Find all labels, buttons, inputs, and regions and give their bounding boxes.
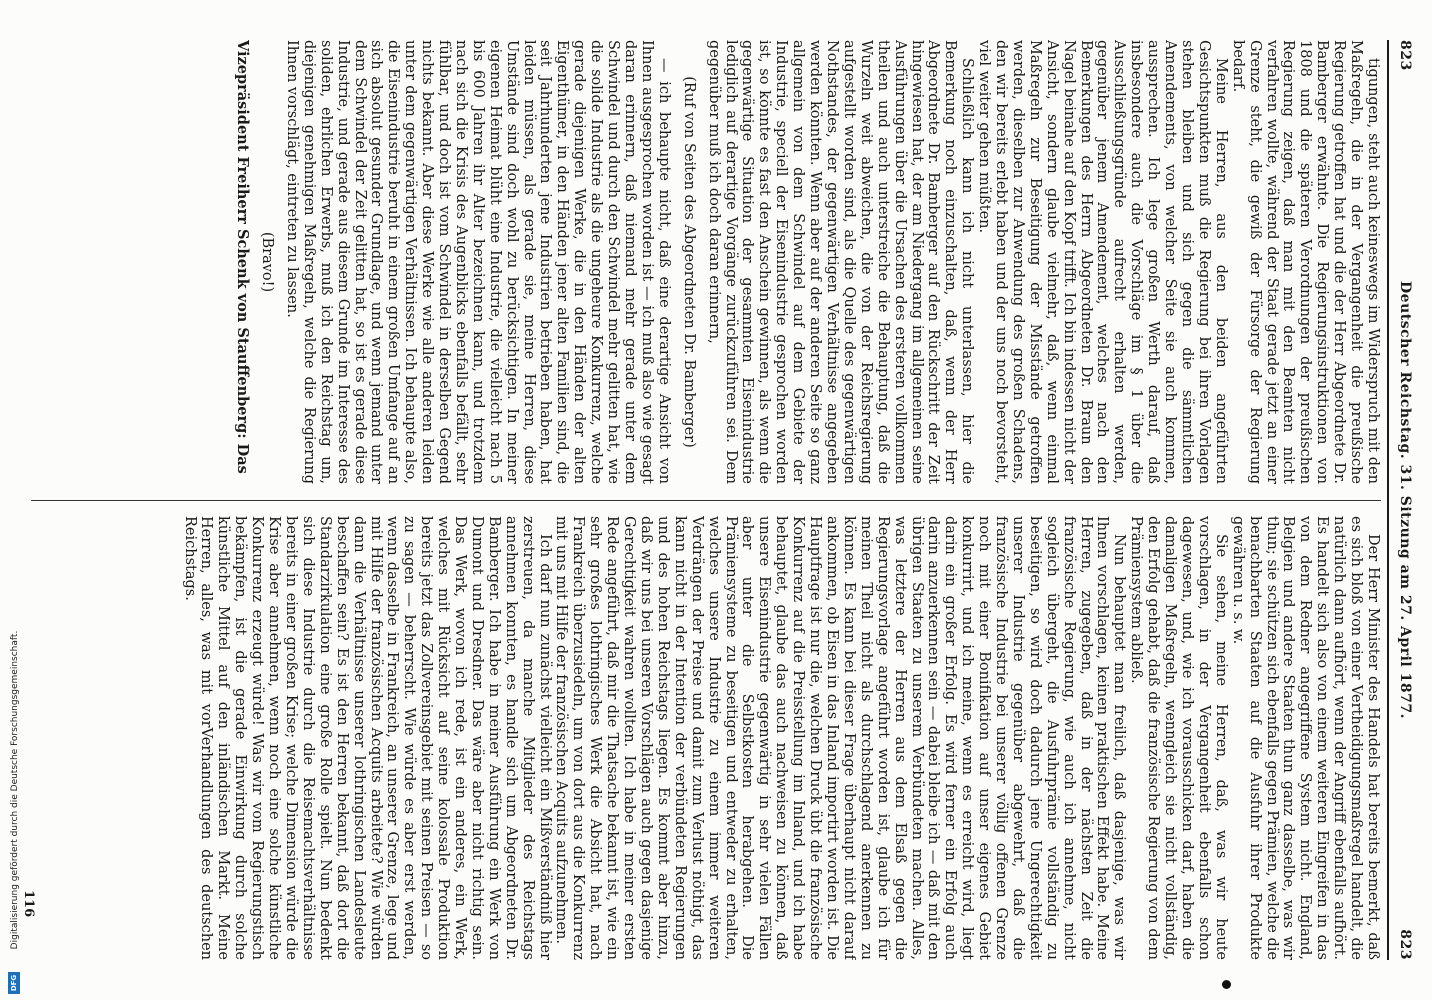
dfg-badge-icon: [8, 972, 20, 994]
right-column: [31, 516, 1381, 960]
paragraph: Meine Herren, aus den beiden angeführten Gesichtspunkten muß die Regierung bei ihren Vorlagen stehen bleiben und sich gegen die sämmtlichen Amendements, von welcher Seite sie auch kommen, aussprechen. Ich lege großen Werth darauf, daß insbesondere auch die Vorschläge im § 1 über die Ausschließungsgründe aufrecht erhalten werden, gegenüber jenem Amendement, welches nach den Bemerkungen des Herrn Abgeordneten Dr. Braun den Nagel beinahe auf den Kopf trifft. Ich bin indessen nicht der Ansicht, sondern glaube vielmehr, daß, wenn einmal Maßregeln zur Beseitigung der Misstände getroffen werden, dieselben zur Anwendung des großen Schadens, den wir bereits erlebt haben und der uns noch bevorsteht, viel weiter gehen müßten.: [976, 40, 1229, 484]
header-rule: [1387, 40, 1389, 960]
interjection: (Ruf von Seiten des Abgeordneten Dr. Bamberger): [680, 76, 697, 448]
page-number-left: 823: [1397, 40, 1413, 71]
applause-note: (Bravo!): [259, 231, 275, 293]
rotated-page-content: [11, 20, 1421, 980]
column-divider: [31, 500, 1381, 501]
paragraph: Nun behauptet man freilich, daß dasjenige, was wir Ihnen vorschlagen, keinen praktischen Effekt habe. Meine Herren, zugegeben, daß in der nächsten Zeit die französische Regierung, wie auch ich annehme, nicht sogleich übergeht, die Ausfuhrprämie vollständig zu beseitigen, so wird doch dadurch jene Ungerechtigkeit unserer Industrie gegenüber abgewehrt, daß die französische Industrie bei unserer völlig offenen Grenze noch mit einer Bonifikation auf unser eigenes Gebiet konkurrirt, und ich meine, wenn es erreicht wird, liegt darin ein großer Erfolg. Es wird ferner ein Erfolg auch darin anzuerkennen sein — dabei bleibe ich — daß mit den übrigen Staaten zu unserem Verbündeten machen. Alles, was letztere der Herren aus dem Elsaß gegen die Regierungsvorlage angeführt worden ist, glaube ich für meinen Theil nicht als durchschlagend anerkennen zu können. Es kann bei dieser Frage überhaupt nicht darauf ankommen, ob Eisen in das Inland importirt worden ist. Die Hauptfrage ist nur die, welchen Druck übt die französische Konkurrenz auf die Preisstellung im Inland, und ich habe behauptet, glaube das auch nachweisen zu können, daß unsere Eisenindustrie gegenwärtig in sehr vielen Fällen aber unter die Selbstkosten herabgehen. Die Prämiensysteme zu beseitigen und entweder zu erhalten, welches unsere Industrie zu einem immer weiteren Verdrängen der Preise und damit zum Verlust nöthigt, das kann nicht in der Intention der verbündeten Regierungen und des hohen Reichstags liegen. Es kommt aber hinzu, daß wir uns bei unseren Vorschlägen auch gegen dasjenige Gerechtigkeit wahren wollten. Ich habe in meiner ersten Rede angeführt, daß mir die Thatsache bekannt ist, wie ein sehr großes lothringisches Werk die Absicht hat, nach Frankreich überzusiedeln, um von dort aus die Konkurrenz mit uns mit Hilfe der französischen Acquits aufzunehmen.: [553, 516, 1128, 960]
dfg-badge-label: DFG: [10, 974, 18, 992]
paragraph: Ich darf nun zunächst vielleicht ein Mißverständniß hier zerstreuen, da manche Mitglieder des Reichstags annehmen konnten, es handle sich um Abgeordneten Dr. Bamberger. Ich habe in meiner Ausführung ein Werk von Dumont und Dresdner. Das wäre aber nicht richtig sein. Das Werk, wovon ich rede, ist ein anderes, ein Werk, welches mit Rücksicht auf seine kolossale Produktion bereits jetzt das Zollvereinsgebiet mit seinen Preisen — so zu sagen — beherrscht. Wie würde es aber erst werden, wenn dasselbe in Frankreich, an unserer Grenze, lege und mit Hilfe der französischen Acquits arbeitete? Wie würden dann die Verhältnisse unserer lothringischen Landesleute beschaffen sein? Es ist den Herren bekannt, daß dort die Standarzirkulation eine große Rolle spielt. Nun bedenkt sich diese Industrie durch die Reisemachtsverhältnisse bereits in einer großen Krise; welche Dimension würde die Krise aber annehmen, wenn noch eine solche künstliche Konkurrenz erzeugt würde! Was wir vom Regierungstisch bekämpfen, ist die gerade Einwirkung durch solche künstliche Mittel auf den inländischen Markt. Meine Herren, alles, was mit vorVerhandlungen des deutschen Reichstags.: [181, 516, 553, 960]
page-title: Deutscher Reichstag. 31. Sitzung am 27. April 1877.: [1397, 281, 1413, 719]
paragraph: Sie sehen, meine Herren, daß, was wir heute vorschlagen, in der Vergangenheit ebenfalls schon dagewesen, und, wie ich vorausschicken darf, haben die damaligen Maßregeln, wenngleich sie nicht vollständig, den Erfolg gehabt, daß die französische Regierung von dem Prämiensystem abließ.: [1128, 516, 1229, 960]
paragraph: Der Herr Minister des Handels hat bereits bemerkt, daß es sich bloß von einer Vertheidigungsmaßregel handelt, die natürlich dann aufhört, wenn der Angriff ebenfalls aufhört. Es handelt sich also von einem weiteren Eingreifen in das von dem Redner angegriffene System nicht. England, Belgien und andere Staaten thun ganz dasselbe, was wir thun; sie schützen sich ebenfalls gegen Prämien, welche die benachbarten Staaten auf die Ausfuhr ihrer Produkte gewähren u. s. w.: [1229, 516, 1381, 960]
paragraph: tigungen, steht auch keineswegs im Widerspruch mit den Maßregeln, die in der Vergangenheit die preußische Regierung getroffen hat und die der Herr Abgeordnete Dr. Bamberger erwähnte. Die Regierungsinstruktionen von 1808 und die späteren Verordnungen der preußischen Regierung zeigen, daß man mit den Beamten nicht verfahren wollte, während der Staat gerade jetzt an einer Grenze steht, die gewiß der Fürsorge der Regierung bedarf.: [1229, 40, 1381, 484]
signature-mark: 116: [21, 890, 36, 918]
digitization-footer: [8, 0, 22, 1000]
speaker-line: Vizepräsident Freiherr Schenk von Stauffenberg: Das: [234, 40, 252, 474]
footer-text: Digitalisierung gefördert durch die Deutsche Forschungsgemeinschaft.: [10, 630, 20, 950]
page-number-right: 823: [1397, 929, 1413, 960]
paragraph: Schließlich kann ich nicht unterlassen, hier die Bemerkung noch einzuschalten, daß, wenn der Herr Abgeordnete Dr. Bamberger auf den Rückschritt der Zeit hingewiesen hat, der am Niedergang im allgemeinen seine Ausführungen über die Ursachen des ersteren vollkommen theilen und auch unterstreiche die Behauptung, daß die Wurzeln weit abweichen, die von der Reichsregierung aufgestellt worden sind, als die Quelle des gegenwärtigen Nothstandes, der gegenwärtigen Verhältnisse angegeben werden könnten. Wenn aber auf der anderen Seite so ganz allgemein von dem Schwindel auf dem Gebiete der Industrie, speciell der Eisenindustrie gesprochen worden ist, so könnte es fast den Anschein gewinnen, als wenn die gegenwärtige Situation der gesammten Eisenindustrie lediglich auf derartige Vorgänge zurückzuführen sei. Dem gegenüber muß ich doch daran erinnern,: [705, 40, 976, 484]
ink-dot-mark: [1222, 980, 1231, 989]
paragraph: — ich behaupte nicht, daß eine derartige Ansicht von Ihnen ausgesprochen worden ist — ich muß also wie gesagt daran erinnern, daß niemand mehr gerade unter dem Schwindel und durch den Schwindel mehr gelitten hat, wie die solide Industrie als die ungeheure Konkurrenz, welche gerade diejenigen Werke, die in den Händen der alten Eigenthümer, in den Händen jener alten Familien sind, die seit Jahrhunderten jene Industrien betrieben haben, hat leiden müssen, als gerade sie, meine Herren, diese Umstände sind doch wohl zu berücksichtigen. In meiner eigenen Heimat blüht eine Industrie, die vielleicht nach 5 bis 600 Jahren ihr Alter bezeichnen kann, und trotzdem nach sich die Krisis des Augenblicks ebenfalls befällt, sehr fühlbar, und doch ist vom Schwindel in derselben Gegend nichts bekannt. Aber diese Werke wie alle anderen leiden unter dem gegenwärtigen Verhältnissen. Ich behaupte also, die Eisenindustrie beruht in einem großen Umfange auf an sich absolut gesunder Grundlage, und wenn jemand unter dem Schwindel der Zeit gelitten hat, so ist es gerade diese Industrie, und gerade aus diesem Grunde im Interesse des soliden, ehrlichen Erwerbs, muß ich den Reichstag um, diejenigen genehmigen Maßregeln, welche die Regierung Ihnen vorschlägt, eintreten zu lassen.: [283, 40, 672, 484]
left-column: [31, 40, 1381, 484]
page-header: [1391, 40, 1413, 960]
